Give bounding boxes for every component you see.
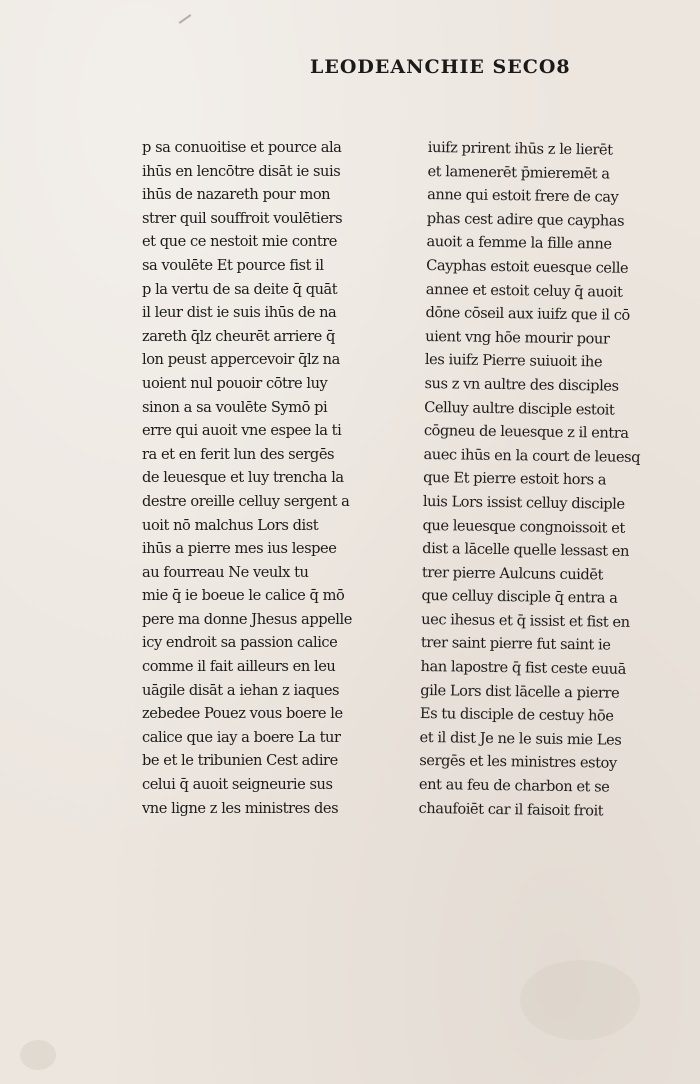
text-line: ra et en ferit lun des sergēs [142,445,335,463]
text-line: auoit a femme la fille anne [426,233,612,253]
text-column-left [142,136,392,820]
text-line: erre qui auoit vne espee la ti [142,422,342,440]
text-line: dist a lācelle quelle lessast en [422,540,630,560]
text-line: de leuesque et luy trencha la [142,469,344,487]
text-line: et lamenerēt p̄mieremēt a [427,162,610,183]
text-line: anne qui estoit frere de cay [427,186,619,206]
text-line: ihūs en lencōtre disāt ie suis [142,162,341,180]
text-line: chaufoiēt car il faisoit froit [418,799,604,820]
text-line: zebedee Pouez vous boere le [142,705,343,723]
text-line: luis Lors issist celluy disciple [422,492,625,513]
text-line: gile Lors dist lācelle a pierre [420,681,620,702]
text-line: Es tu disciple de cestuy hōe [419,705,614,725]
text-line: han lapostre q̄ fist ceste euuā [420,658,627,678]
text-line: vne ligne z les ministres des [142,799,339,817]
text-line: celui q̄ auoit seigneurie sus [142,776,333,794]
text-line: annee et estoit celuy q̄ auoit [425,280,623,301]
text-line: uāgile disāt a iehan z iaques [142,681,340,699]
text-line: destre oreille celluy sergent a [142,492,350,510]
text-line: auec ihūs en la court de leuesq [423,445,641,466]
text-line: ent au feu de charbon et se [418,775,610,796]
text-line: que Et pierre estoit hors a [423,469,607,489]
text-line: icy endroit sa passion calice [142,634,338,652]
text-line: Cayphas estoit euesque celle [426,256,629,277]
text-line: sus z vn aultre des disciples [424,374,619,395]
text-line: il leur dist ie suis ihūs de na [142,304,337,322]
text-column-right [418,136,660,823]
page-stain [520,960,640,1040]
text-line: ihūs de nazareth pour mon [142,186,331,204]
text-line: uec ihesus et q̄ issist et fist en [421,610,630,631]
text-line: cōgneu de leuesque z il entra [423,422,629,442]
text-line: p la vertu de sa deite q̄ quāt [142,280,338,298]
text-line: et que ce nestoit mie contre [142,233,337,251]
text-line: mie q̄ ie boeue le calice q̄ mō [142,587,345,605]
text-line: sa voulēte Et pource fist il [142,256,324,274]
text-line: uoient nul pouoir cōtre luy [142,374,328,392]
text-line: trer pierre Aulcuns cuidēt [421,563,604,584]
text-line: ihūs a pierre mes ius lespee [142,540,337,558]
text-line: p sa conuoitise et pource ala [142,139,342,156]
text-line: au fourreau Ne veulx tu [142,563,309,581]
text-line: Celluy aultre disciple estoit [424,398,615,419]
text-line: phas cest adire que cayphas [426,209,625,230]
text-line: strer quil souffroit voulētiers [142,209,343,227]
text-line: uient vng hōe mourir pour [425,327,610,348]
text-line: calice que iay a boere Lа tur [142,728,341,746]
text-line: pere ma donne Jhesus appelle [142,610,352,628]
text-line: uoit nō malchus Lors dist [142,516,319,534]
text-line: zareth q̄lz cheurēt arriere q̄ [142,327,335,345]
text-line: comme il fait ailleurs en leu [142,658,336,676]
text-line: iuifz prirent ihūs z le lierēt [427,138,613,159]
running-head: LEODEANCHIE SECO8 [310,56,571,78]
text-line: sinon a sa voulēte Symō pi [142,398,328,416]
text-line: trer saint pierre fut saint ie [420,634,611,655]
text-line: be et le tribunien Cest adire [142,752,338,770]
ink-mark [179,14,192,24]
text-line: et il dist Je ne le suis mie Les [419,728,622,749]
text-line: lon peust appercevoir q̄lz na [142,351,340,369]
text-line: les iuifz Pierre suiuoit ihe [424,351,603,371]
text-line: sergēs et les ministres estoy [419,752,617,773]
text-line: que celluy disciple q̄ entra a [421,587,618,607]
text-line: que leuesque congnoissoit et [422,516,625,537]
text-line: dōne cōseil aux iuifz que il cō [425,304,630,324]
page-stain [20,1040,56,1070]
